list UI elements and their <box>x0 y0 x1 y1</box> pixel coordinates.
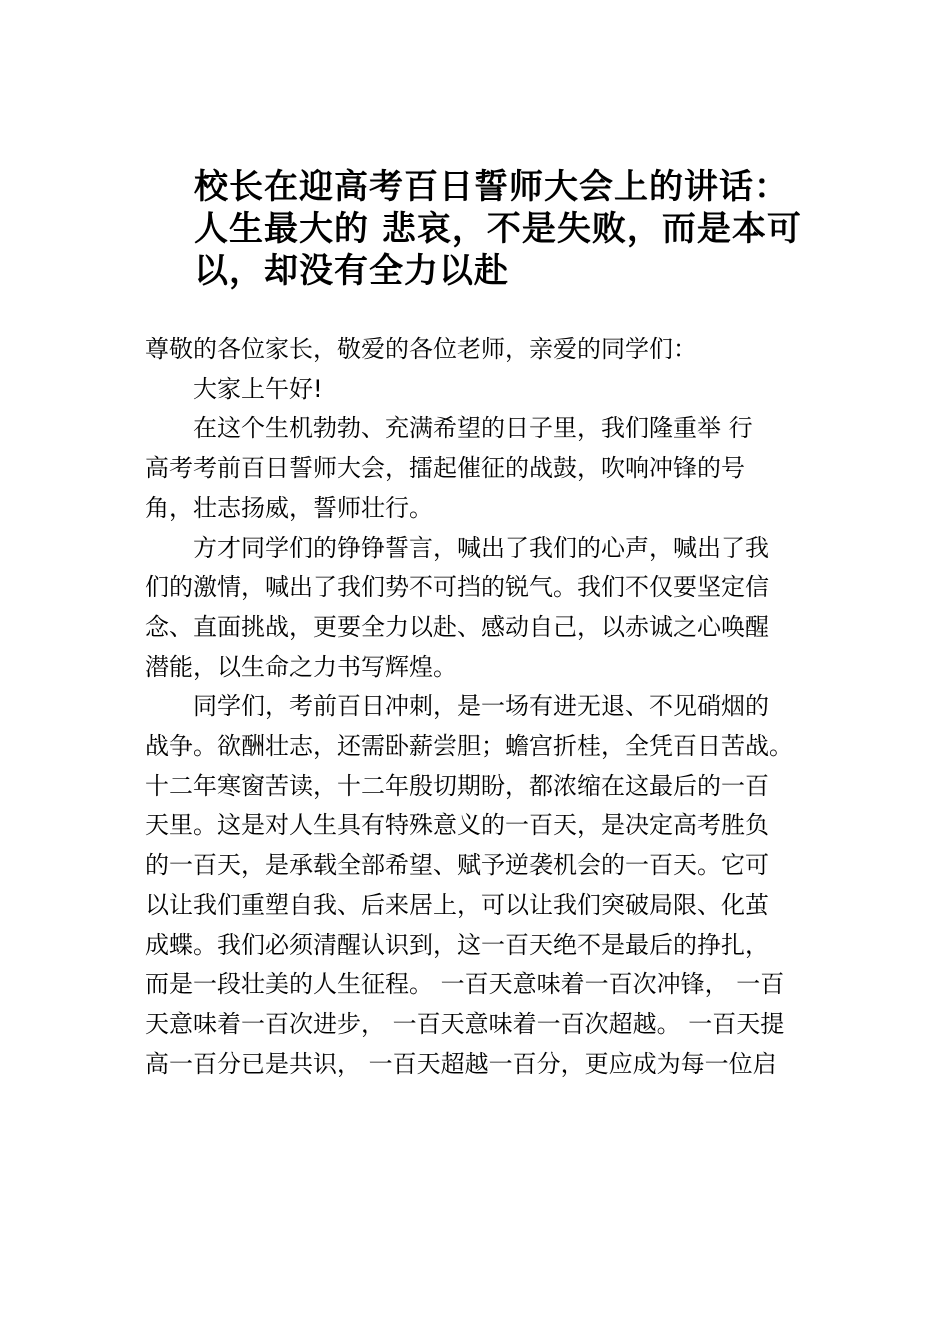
body-line: 高一百分已是共识， 一百天超越一百分，更应成为每一位启 <box>145 1049 777 1078</box>
body-line: 尊敬的各位家长，敬爱的各位老师，亲爱的同学们： <box>145 335 697 363</box>
body-line: 角，壮志扬威，誓师壮行。 <box>145 493 433 522</box>
title-line-3: 以，却没有全力以赴 <box>194 251 509 291</box>
title-line-2: 人生最大的 悲哀，不是失败，而是本可 <box>194 209 802 249</box>
body-line: 念、直面挑战，更要全力以赴、感动自己，以赤诚之心唤醒 <box>145 612 769 641</box>
body-line: 大家上午好! <box>145 374 323 403</box>
body-line: 十二年寒窗苦读，十二年殷切期盼，都浓缩在这最后的一百 <box>145 771 769 800</box>
body-line: 方才同学们的铮铮誓言，喊出了我们的心声，喊出了我 <box>145 533 769 562</box>
document-body <box>145 330 815 1084</box>
title-line-1: 校长在迎高考百日誓师大会上的讲话： <box>194 167 789 207</box>
body-line: 潜能，以生命之力书写辉煌。 <box>145 652 457 681</box>
body-line: 而是一段壮美的人生征程。 一百天意味着一百次冲锋， 一百 <box>145 970 785 999</box>
document-title <box>194 166 814 292</box>
body-line: 以让我们重塑自我、后来居上，可以让我们突破局限、化茧 <box>145 890 769 919</box>
body-line: 高考考前百日誓师大会，擂起催征的战鼓，吹响冲锋的号 <box>145 454 745 483</box>
body-line: 战争。欲酬壮志，还需卧薪尝胆；蟾宫折桂，全凭百日苦战。 <box>145 732 793 761</box>
body-line: 的一百天，是承载全部希望、赋予逆袭机会的一百天。它可 <box>145 851 769 880</box>
body-line: 天意味着一百次进步， 一百天意味着一百次超越。 一百天提 <box>145 1009 785 1038</box>
body-line: 同学们，考前百日冲刺，是一场有进无退、不见硝烟的 <box>145 692 769 721</box>
body-line: 们的激情，喊出了我们势不可挡的锐气。我们不仅要坚定信 <box>145 573 769 602</box>
body-line: 天里。这是对人生具有特殊意义的一百天，是决定高考胜负 <box>145 811 769 840</box>
body-line: 在这个生机勃勃、充满希望的日子里，我们隆重举 行 <box>145 414 753 443</box>
body-line: 成蝶。我们必须清醒认识到，这一百天绝不是最后的挣扎， <box>145 930 769 959</box>
